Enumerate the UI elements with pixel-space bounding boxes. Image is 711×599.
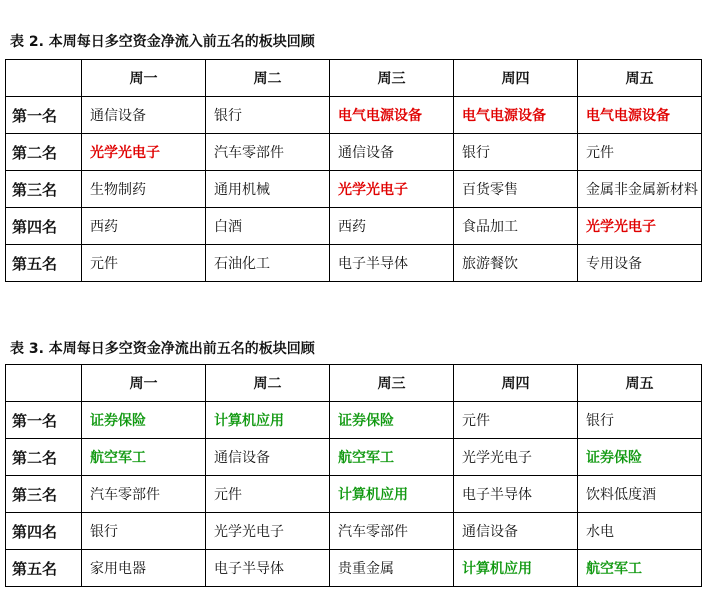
sector-cell: 银行 (454, 134, 578, 171)
sector-cell: 银行 (206, 97, 330, 134)
rank-label: 第一名 (6, 97, 82, 134)
header-row (6, 60, 702, 97)
corner-cell (6, 365, 82, 402)
sector-cell: 元件 (454, 402, 578, 439)
day-header: 周二 (206, 60, 330, 97)
sector-cell: 计算机应用 (454, 550, 578, 587)
sector-cell: 航空军工 (330, 439, 454, 476)
table-row (6, 97, 702, 134)
sector-cell: 石油化工 (206, 245, 330, 282)
sector-cell: 汽车零部件 (206, 134, 330, 171)
rank-label: 第五名 (6, 550, 82, 587)
outflow-table (5, 364, 702, 587)
sector-cell: 计算机应用 (206, 402, 330, 439)
sector-cell: 汽车零部件 (330, 513, 454, 550)
table2-caption: 表 2. 本周每日多空资金净流入前五名的板块回顾 (10, 34, 315, 50)
sector-cell: 饮料低度酒 (578, 476, 702, 513)
day-header: 周五 (578, 365, 702, 402)
inflow-table (5, 59, 702, 282)
sector-cell: 水电 (578, 513, 702, 550)
sector-cell: 通用机械 (206, 171, 330, 208)
table3-caption: 表 3. 本周每日多空资金净流出前五名的板块回顾 (10, 341, 315, 357)
sector-cell: 光学光电子 (578, 208, 702, 245)
sector-cell: 白酒 (206, 208, 330, 245)
rank-label: 第五名 (6, 245, 82, 282)
sector-cell: 西药 (330, 208, 454, 245)
sector-cell: 西药 (82, 208, 206, 245)
sector-cell: 电气电源设备 (454, 97, 578, 134)
rank-label: 第四名 (6, 208, 82, 245)
sector-cell: 食品加工 (454, 208, 578, 245)
sector-cell: 电子半导体 (454, 476, 578, 513)
sector-cell: 专用设备 (578, 245, 702, 282)
rank-label: 第三名 (6, 476, 82, 513)
sector-cell: 航空军工 (82, 439, 206, 476)
day-header: 周二 (206, 365, 330, 402)
sector-cell: 旅游餐饮 (454, 245, 578, 282)
table-row (6, 208, 702, 245)
sector-cell: 通信设备 (206, 439, 330, 476)
table-row (6, 439, 702, 476)
day-header: 周一 (82, 60, 206, 97)
rank-label: 第一名 (6, 402, 82, 439)
table-row (6, 402, 702, 439)
sector-cell: 生物制药 (82, 171, 206, 208)
sector-cell: 通信设备 (330, 134, 454, 171)
sector-cell: 百货零售 (454, 171, 578, 208)
table-row (6, 245, 702, 282)
table-row (6, 171, 702, 208)
day-header: 周一 (82, 365, 206, 402)
rank-label: 第二名 (6, 134, 82, 171)
sector-cell: 光学光电子 (206, 513, 330, 550)
day-header: 周四 (454, 60, 578, 97)
rank-label: 第四名 (6, 513, 82, 550)
sector-cell: 元件 (578, 134, 702, 171)
sector-cell: 金属非金属新材料 (578, 171, 702, 208)
sector-cell: 元件 (82, 245, 206, 282)
day-header: 周四 (454, 365, 578, 402)
sector-cell: 光学光电子 (454, 439, 578, 476)
sector-cell: 光学光电子 (82, 134, 206, 171)
sector-cell: 贵重金属 (330, 550, 454, 587)
table-row (6, 513, 702, 550)
sector-cell: 银行 (82, 513, 206, 550)
header-row (6, 365, 702, 402)
day-header: 周五 (578, 60, 702, 97)
sector-cell: 通信设备 (82, 97, 206, 134)
rank-label: 第二名 (6, 439, 82, 476)
table-row (6, 134, 702, 171)
sector-cell: 电子半导体 (206, 550, 330, 587)
day-header: 周三 (330, 365, 454, 402)
sector-cell: 证券保险 (578, 439, 702, 476)
sector-cell: 元件 (206, 476, 330, 513)
day-header: 周三 (330, 60, 454, 97)
outflow-table-body (6, 365, 702, 587)
table-row (6, 476, 702, 513)
inflow-table-body (6, 60, 702, 282)
table-row (6, 550, 702, 587)
sector-cell: 证券保险 (330, 402, 454, 439)
sector-cell: 银行 (578, 402, 702, 439)
sector-cell: 通信设备 (454, 513, 578, 550)
sector-cell: 家用电器 (82, 550, 206, 587)
sector-cell: 计算机应用 (330, 476, 454, 513)
corner-cell (6, 60, 82, 97)
sector-cell: 电气电源设备 (578, 97, 702, 134)
sector-cell: 航空军工 (578, 550, 702, 587)
rank-label: 第三名 (6, 171, 82, 208)
sector-cell: 电气电源设备 (330, 97, 454, 134)
sector-cell: 证券保险 (82, 402, 206, 439)
sector-cell: 电子半导体 (330, 245, 454, 282)
sector-cell: 光学光电子 (330, 171, 454, 208)
sector-cell: 汽车零部件 (82, 476, 206, 513)
